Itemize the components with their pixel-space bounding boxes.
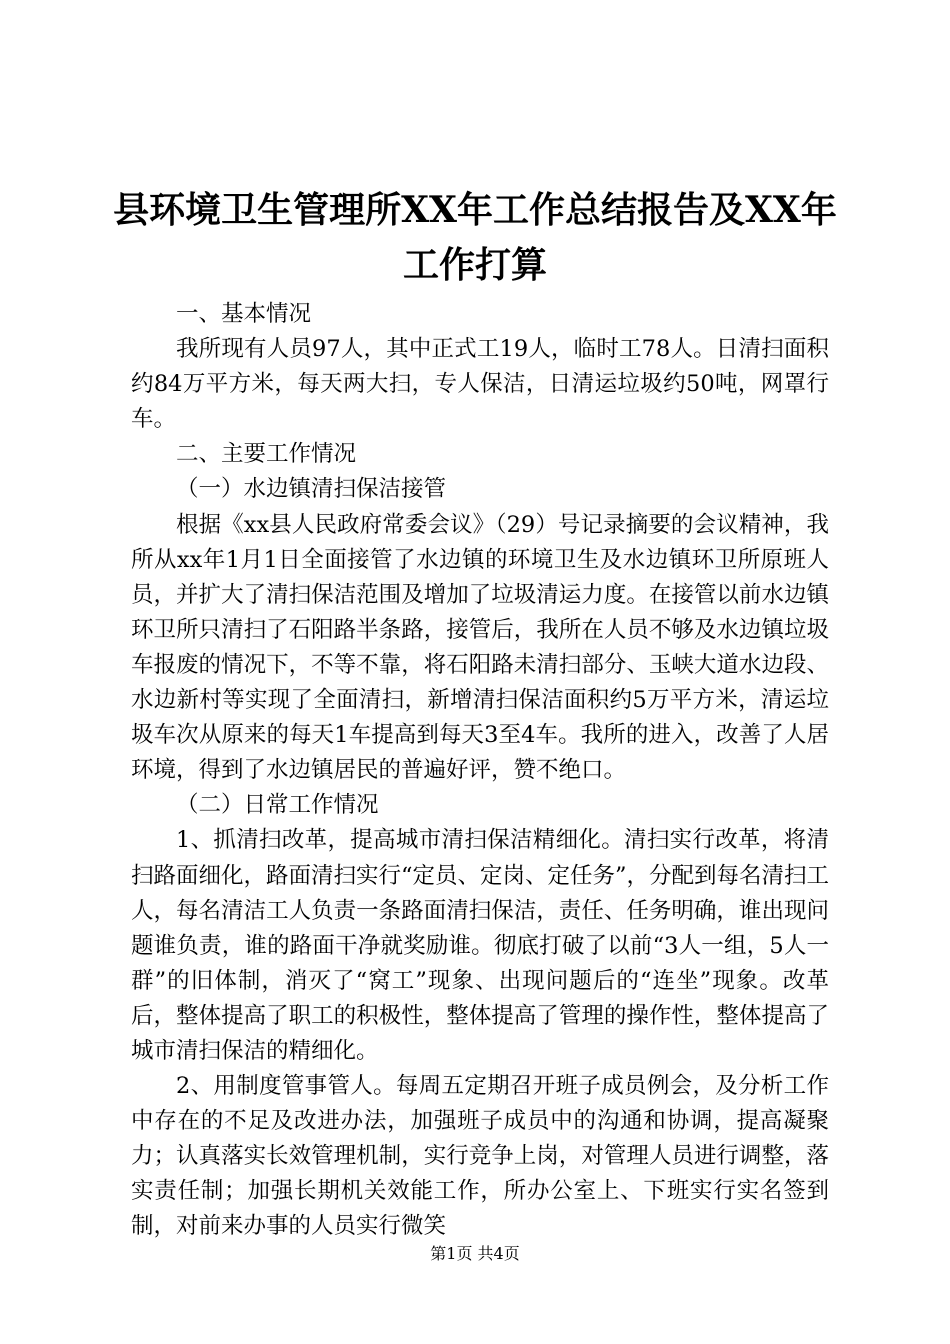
section-heading-basic: 一、基本情况 — [176, 301, 312, 327]
paragraph-management-system: 2、用制度管事管人。每周五定期召开班子成员例会，及分析工作中存在的不足及改进办法，加强班子成员中的沟通和协调，提高凝聚力；认真落实长效管理机制，实行竞争上岗，对管理人员进行调整，落实责任制；加强长期机关效能工作，所办公室上、下班实行实名签到制，对前来办事的人员实行微笑 — [131, 1073, 829, 1240]
subsection-heading-shuibian: （一）水边镇清扫保洁接管 — [176, 476, 447, 503]
document-title-line-1: 县环境卫生管理所XX年工作总结报告及XX年 — [113, 189, 837, 231]
page-number-footer: 第1页 共4页 — [430, 1244, 520, 1263]
document-body — [131, 297, 829, 1245]
section-heading-main-work: 二、主要工作情况 — [176, 441, 357, 468]
subsection-heading-daily-work: （二）日常工作情况 — [176, 792, 379, 819]
document-title-line-2: 工作打算 — [402, 244, 547, 286]
paragraph-cleaning-reform: 1、抓清扫改革，提高城市清扫保洁精细化。清扫实行改革，将清扫路面细化，路面清扫实行“定员、定岗、定任务”，分配到每名清扫工人，每名清洁工人负责一条路面清扫保洁，责任、任务明确，谁出现问题谁负责，谁的路面干净就奖励谁。彻底打破了以前“3人一组，5人一群”的旧体制，消灭了“窝工”现象、出现问题后的“连坐”现象。改革后，整体提高了职工的积极性，整体提高了管理的操作性，整体提高了城市清扫保洁的精细化。 — [131, 827, 830, 1064]
paragraph-basic-info: 我所现有人员97人，其中正式工19人，临时工78人。日清扫面积约84万平方米，每天两大扫，专人保洁，日清运垃圾约50吨，网罩行车。 — [131, 336, 829, 433]
paragraph-shuibian: 根据《xx县人民政府常委会议》（29）号记录摘要的会议精神，我所从xx年1月1日全面接管了水边镇的环境卫生及水边镇环卫所原班人员，并扩大了清扫保洁范围及增加了垃圾清运力度。在接管以前水边镇环卫所只清扫了石阳路半条路，接管后，我所在人员不够及水边镇垃圾车报废的情况下，不等不靠，将石阳路未清扫部分、玉峡大道水边段、水边新村等实现了全面清扫，新增清扫保洁面积约5万平方米，清运垃圾车次从原来的每天1车提高到每天3至4车。我所的进入，改善了人居环境，得到了水边镇居民的普遍好评，赞不绝口。 — [131, 511, 829, 784]
